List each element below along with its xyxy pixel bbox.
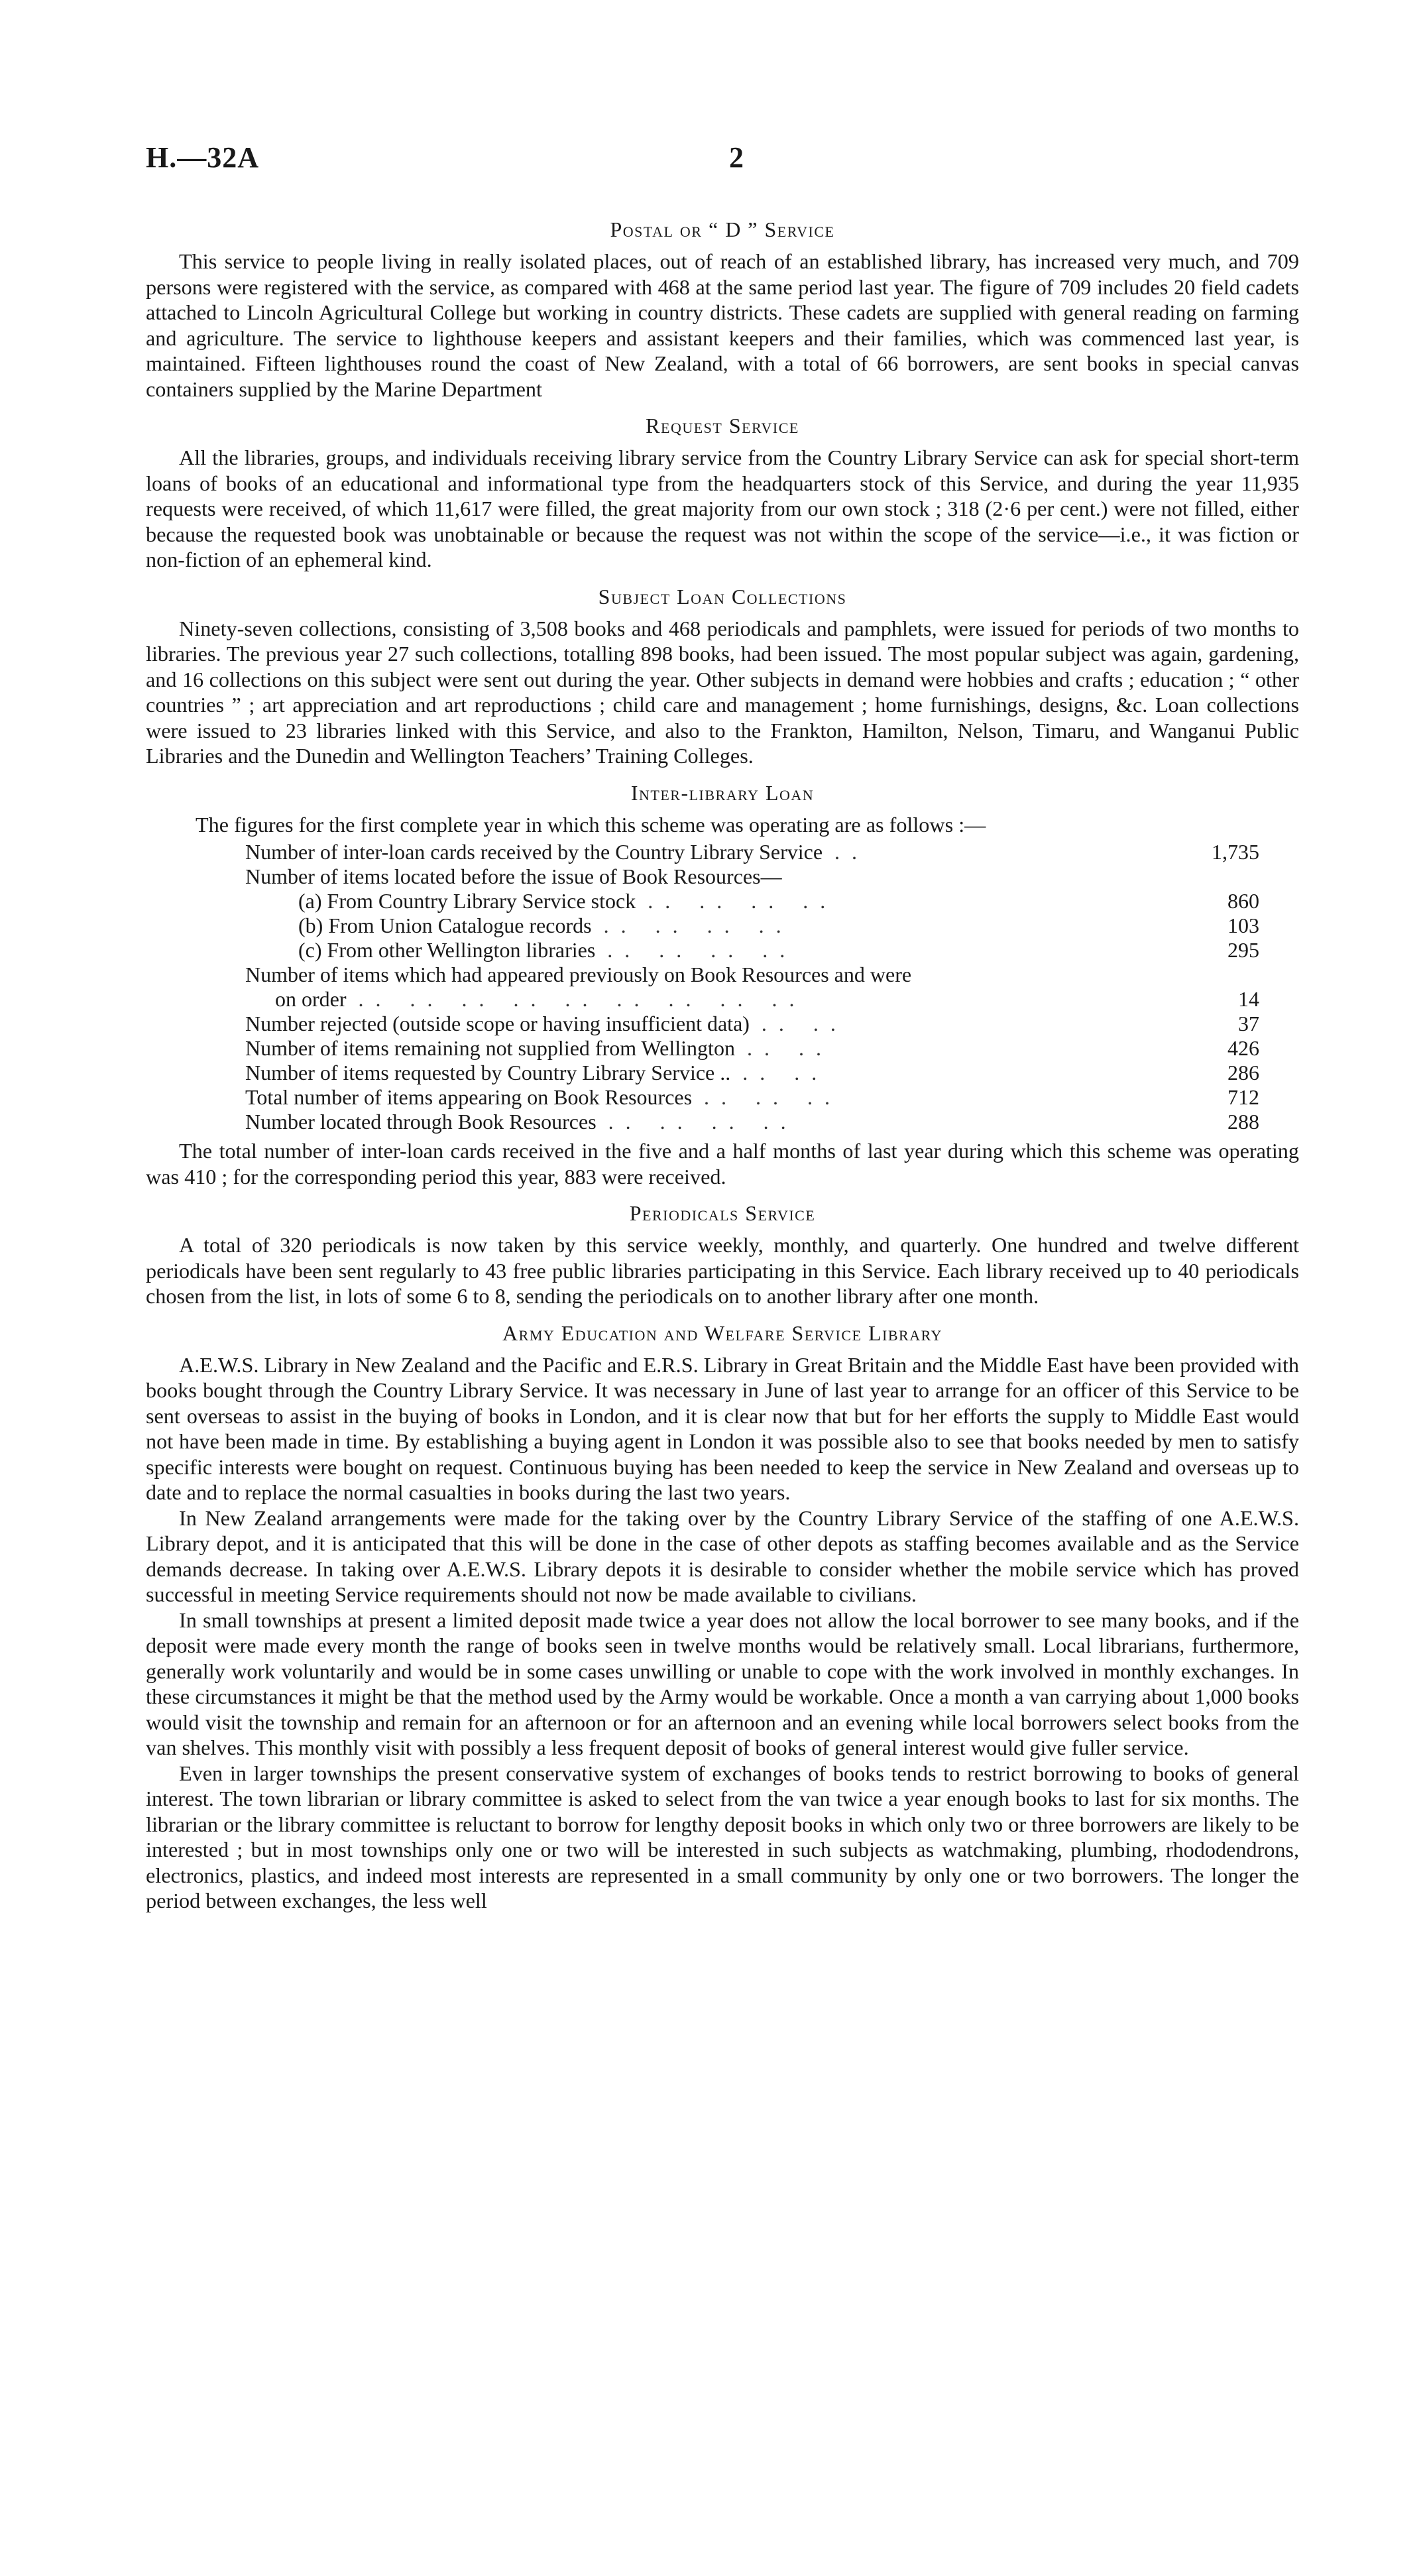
stat-row: Number of inter-loan cards received by the Country Library Service .. 1,735 — [245, 840, 1259, 864]
stat-value: 103 — [1227, 913, 1259, 937]
page-header — [146, 141, 1299, 187]
section-inter-library-loan — [146, 781, 1299, 1190]
stat-row — [146, 963, 1259, 987]
section-heading: Inter-library Loan — [630, 780, 815, 805]
paragraph: In small townships at present a limited deposit made twice a year does not allow the local borrower to see many books, and if the deposit were made every month the range of books seen in twelve months would be relatively small. Local librarians, furthermore, generally work voluntarily and would be in some cases unwilling or unable to cope with the work involved in monthly exchanges. In these circumstances it might be that the method used by the Army would be workable. Once a month a van carrying about 1,000 books would visit the township and remain for an afternoon or for an afternoon and an evening while local borrowers select books from the van shelves. This monthly visit with possibly a less frequent deposit of books of general interest would give fuller service. — [146, 1608, 1299, 1759]
stat-label: (a) From Country Library Service stock — [298, 889, 636, 913]
stat-value: 860 — [1227, 889, 1259, 913]
stat-value: 286 — [1227, 1061, 1259, 1084]
section-request-service — [146, 414, 1299, 573]
stat-value: 295 — [1227, 938, 1259, 962]
paragraph: Ninety-seven collections, consisting of 3,508 books and 468 periodicals and pamphlets, were issued for periods of two months to libraries. The previous year 27 such collections, totalling 898 books, had been issued. The most popular subject was again, gardening, and 16 collections on this subject were sent out during the year. Other subjects in demand were hobbies and crafts ; education ; “ other countries ” ; art appreciation and art reproductions ; child care and management ; home furnishings, designs, &c. Loan collections were issued to 23 libraries linked with this Service, and also to the Frankton, Hamilton, Nelson, Timaru, and Wanganui Public Libraries and the Dunedin and Wellington Teachers’ Training Colleges. — [146, 616, 1299, 768]
stat-value: 14 — [1238, 987, 1259, 1011]
section-heading: Postal or “ D ” Service — [610, 217, 835, 241]
stat-label: (c) From other Wellington libraries — [298, 938, 596, 962]
stat-row — [146, 864, 1259, 889]
section-subject-loan-collections — [146, 585, 1299, 769]
paragraph: In New Zealand arrangements were made for the taking over by the Country Library Service of the staffing of one A.E.W.S. Library depot, and it is anticipated that this will be done in the case of other depots as staffing becomes available and as the Service demands decrease. In taking over A.E.W.S. Library depots it is desirable to consider whether the mobile service which has proved successful in meeting Service requirements should not now be made available to civilians. — [146, 1505, 1299, 1606]
stats-intro: The figures for the first complete year in which this scheme was operating are as follows :— — [196, 812, 986, 837]
section-periodicals-service — [146, 1201, 1299, 1309]
paragraph: This service to people living in really isolated places, out of reach of an established library, has increased very much, and 709 persons were registered with the service, as compared with 468 at the same period last year. The figure of 709 includes 20 field cadets attached to Lincoln Agricultural College but working in country districts. These cadets are supplied with general reading on farming and agriculture. The service to lighthouse keepers and assistant keepers and their families, which was commenced last year, is maintained. Fifteen lighthouses round the coast of New Zealand, with a total of 66 borrowers, are sent books in special canvas containers supplied by the Marine Department — [146, 249, 1299, 401]
stat-label: Number located through Book Resources — [245, 1110, 597, 1134]
page-number: 2 — [729, 141, 744, 174]
paragraph: The total number of inter-loan cards received in the five and a half months of last year during which this scheme was operating was 410 ; for the corresponding period this year, 883 were received. — [146, 1139, 1299, 1189]
stat-label: Number of items located before the issue of Book Resources— — [245, 864, 782, 888]
stat-row: Number of items remaining not supplied from Wellington .. .. 426 — [245, 1036, 1259, 1060]
inter-library-stats — [146, 840, 1299, 1134]
section-postal-service — [146, 217, 1299, 402]
stat-label: Number rejected (outside scope or having insufficient data) — [245, 1012, 750, 1035]
stat-label: Total number of items appearing on Book Resources — [245, 1085, 693, 1109]
stat-label: on order — [275, 987, 347, 1011]
stat-row: Number of items requested by Country Library Service .. .. .. 286 — [245, 1061, 1259, 1084]
stat-label: Number of items remaining not supplied from Wellington — [245, 1036, 735, 1060]
section-heading: Request Service — [646, 414, 799, 438]
stat-row: Total number of items appearing on Book Resources .. .. .. 712 — [245, 1085, 1259, 1109]
stat-value: 37 — [1238, 1012, 1259, 1035]
section-heading: Periodicals Service — [629, 1201, 816, 1225]
section-army-education-library — [146, 1321, 1299, 1914]
stat-label: (b) From Union Catalogue records — [298, 913, 592, 937]
stat-value: 288 — [1227, 1110, 1259, 1134]
stat-value: 426 — [1227, 1036, 1259, 1060]
stat-row: (c) From other Wellington libraries .. .. .. .. 295 — [298, 938, 1259, 962]
stat-row: on order .. .. .. .. .. .. .. .. .. 14 — [275, 987, 1259, 1011]
stat-label: Number of items requested by Country Library Service .. — [245, 1061, 731, 1084]
stat-value: 1,735 — [1212, 840, 1259, 864]
section-heading: Army Education and Welfare Service Library — [502, 1320, 942, 1345]
stat-label: Number of items which had appeared previously on Book Resources and were — [245, 963, 912, 986]
paragraph: Even in larger townships the present conservative system of exchanges of books tends to restrict borrowing to books of general interest. The town librarian or library committee is asked to select from the van twice a year enough books to last for six months. The librarian or the library committee is reluctant to borrow for lengthy deposit books in which only two or three borrowers are likely to be interested ; but in most townships only one or two will be interested in such subjects as watchmaking, plumbing, rhododendrons, electronics, plastics, and indeed most interests are represented in a small community by only one or two borrowers. The longer the period between exchanges, the less well — [146, 1761, 1299, 1912]
stat-label: Number of inter-loan cards received by the Country Library Service — [245, 840, 823, 864]
stat-row: (a) From Country Library Service stock .. .. .. .. 860 — [298, 889, 1259, 913]
section-heading: Subject Loan Collections — [598, 584, 847, 609]
stat-value: 712 — [1227, 1085, 1259, 1109]
stat-row: Number rejected (outside scope or having insufficient data) .. .. 37 — [245, 1012, 1259, 1035]
paragraph: A total of 320 periodicals is now taken by this service weekly, monthly, and quarterly. One hundred and twelve different periodicals have been sent regularly to 43 free public libraries participating in this Service. Each library received up to 40 periodicals chosen from the list, in lots of some 6 to 8, sending the periodicals on to another library after one month. — [146, 1233, 1299, 1308]
paragraph: A.E.W.S. Library in New Zealand and the Pacific and E.R.S. Library in Great Britain and the Middle East have been provided with books bought through the Country Library Service. It was necessary in June of last year to arrange for an officer of this Service to be sent overseas to assist in the buying of books in London, and it is clear now that but for her efforts the supply to Middle East would not have been made in time. By establishing a buying agent in London it was possible also to see that books needed by men to satisfy specific interests were bought on request. Continuous buying has been needed to keep the service in New Zealand and overseas up to date and to replace the normal casualties in books during the last two years. — [146, 1352, 1299, 1504]
stat-row: Number located through Book Resources .. .. .. .. 288 — [245, 1110, 1259, 1134]
document-id: H.—32A — [146, 141, 259, 174]
paragraph: All the libraries, groups, and individuals receiving library service from the Country Library Service can ask for special short-term loans of books of an educational and informational type from the headquarters stock of this Service, and during the year 11,935 requests were received, of which 11,617 were filled, the great majority from our own stock ; 318 (2·6 per cent.) were not filled, either because the requested book was unobtainable or because the request was not within the scope of the service—i.e., it was fiction or non-fiction of an ephemeral kind. — [146, 445, 1299, 571]
stat-row: (b) From Union Catalogue records .. .. .. .. 103 — [298, 913, 1259, 937]
document-body — [146, 205, 1299, 1914]
